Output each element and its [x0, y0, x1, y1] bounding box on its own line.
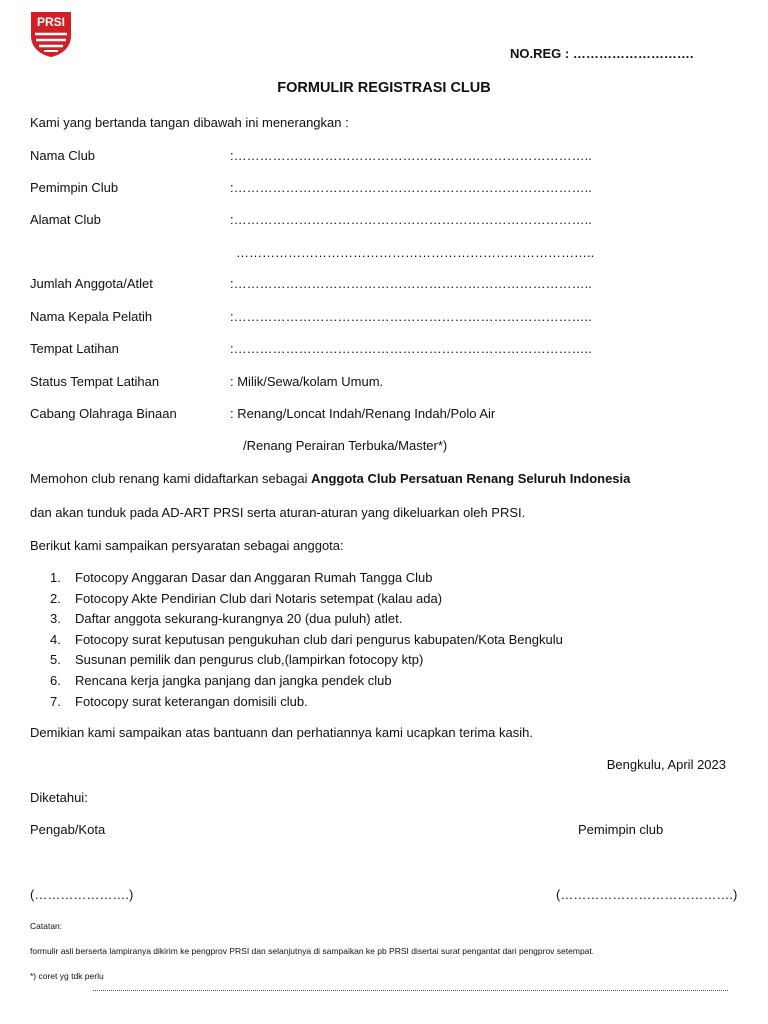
field-value-club-address-line2[interactable]: ……………………………………………………………………….. [236, 245, 595, 260]
list-item: 7. Fotocopy surat keterangan domisili club. [50, 693, 308, 709]
field-label-training-status: Status Tempat Latihan [30, 374, 160, 389]
list-item: 1. Fotocopy Anggaran Dasar dan Anggaran Rumah Tangga Club [50, 570, 433, 585]
list-item: 6. Rencana kerja jangka panjang dan jangka pendek club [50, 672, 392, 688]
field-value-training-place[interactable]: :……………………………………………………………………….. [230, 341, 592, 356]
request-line1 [30, 471, 630, 486]
field-label-member-count: Jumlah Anggota/Atlet [30, 276, 153, 291]
prsi-logo [28, 10, 74, 58]
field-label-club-name: Nama Club [30, 148, 96, 163]
requirements-intro: Berikut kami sampaikan persyaratan sebagai anggota: [30, 538, 344, 553]
notes-line2: *) coret yg tdk perlu [30, 971, 104, 981]
field-value-training-status: : Milik/Sewa/kolam Umum. [230, 374, 384, 389]
field-value-sport-branch: : Renang/Loncat Indah/Renang Indah/Polo Air [230, 406, 496, 421]
notes-title: Catatan: [30, 921, 63, 931]
field-label-sport-branch: Cabang Olahraga Binaan [30, 406, 177, 421]
field-value-club-leader[interactable]: :……………………………………………………………………….. [230, 180, 592, 195]
field-value-sport-branch-line2: /Renang Perairan Terbuka/Master*) [243, 438, 448, 453]
field-label-club-leader: Pemimpin Club [30, 180, 119, 195]
field-value-head-coach[interactable]: :……………………………………………………………………….. [230, 309, 592, 324]
field-value-club-address[interactable]: :……………………………………………………………………….. [230, 212, 592, 227]
request-line2: dan akan tunduk pada AD-ART PRSI serta aturan-aturan yang dikeluarkan oleh PRSI. [30, 505, 526, 520]
right-signature-blank: (………………………………….) [556, 887, 738, 902]
registration-number: NO.REG : ………………………. [510, 46, 694, 61]
known-label: Diketahui: [30, 790, 88, 805]
field-label-club-address: Alamat Club [30, 212, 101, 227]
logo-text: PRSI [36, 15, 66, 29]
list-item: 2. Fotocopy Akte Pendirian Club dari Notaris setempat (kalau ada) [50, 590, 443, 606]
notes-line1: formulir asli berserta lampiranya dikirim ke pengprov PRSI dan selanjutnya di sampaikan ke pb PRSI disertai surat pengantat dari pengprov setempat. [30, 946, 595, 956]
bottom-dotted-divider [93, 990, 728, 991]
list-item: 5. Susunan pemilik dan pengurus club,(lampirkan fotocopy ktp) [50, 652, 424, 668]
field-value-member-count[interactable]: :……………………………………………………………………….. [230, 276, 592, 291]
list-item: 4. Fotocopy surat keputusan pengukuhan club dari pengurus kabupaten/Kota Bengkulu [50, 631, 563, 647]
left-signature-blank: (………………….) [30, 887, 134, 902]
form-title: FORMULIR REGISTRASI CLUB [277, 80, 491, 96]
field-label-head-coach: Nama Kepala Pelatih [30, 309, 153, 324]
requirements-list [30, 568, 563, 712]
request-bold: Anggota Club Persatuan Renang Seluruh Indonesia [311, 471, 631, 486]
request-prefix: Memohon club renang kami didaftarkan sebagai [30, 471, 312, 486]
left-signature-title: Pengab/Kota [30, 822, 106, 837]
right-signature-title: Pemimpin club [578, 822, 664, 837]
list-item: 3. Daftar anggota sekurang-kurangnya 20 (dua puluh) atlet. [50, 611, 403, 627]
field-label-training-place: Tempat Latihan [30, 341, 119, 356]
closing-text: Demikian kami sampaikan atas bantuann dan perhatiannya kami ucapkan terima kasih. [30, 725, 533, 740]
intro-text: Kami yang bertanda tangan dibawah ini menerangkan : [30, 115, 349, 130]
place-date: Bengkulu, April 2023 [606, 757, 726, 772]
field-value-club-name[interactable]: :……………………………………………………………………….. [230, 148, 592, 163]
